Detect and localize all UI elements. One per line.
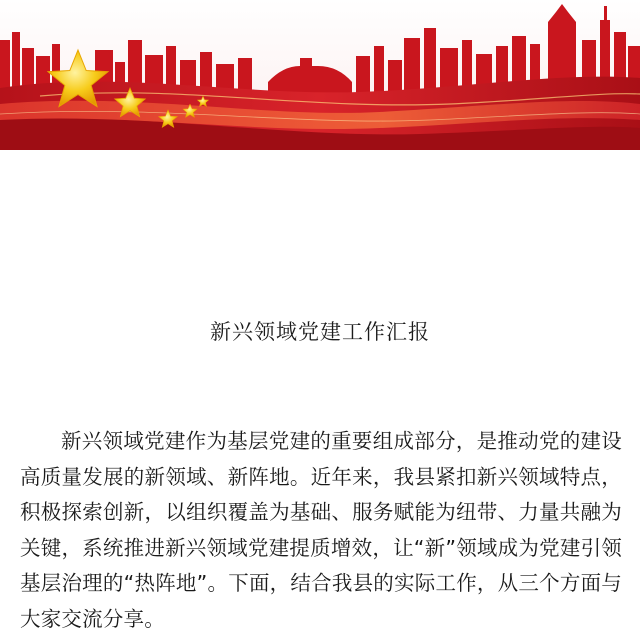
document-title: 新兴领域党建工作汇报 — [210, 320, 430, 344]
body-paragraph: 新兴领域党建作为基层党建的重要组成部分，是推动党的建设高质量发展的新领域、新阵地。近年来，我县紧扣新兴领域特点，积极探索创新，以组织覆盖为基础、服务赋能为纽带、力量共融为关键，系统推进新兴领域党建提质增效，让“新”领域成为党建引领基层治理的“热阵地”。下面，结合我县的实际工作，从三个方面与大家交流分享。 — [20, 429, 622, 631]
header-banner — [0, 0, 640, 150]
